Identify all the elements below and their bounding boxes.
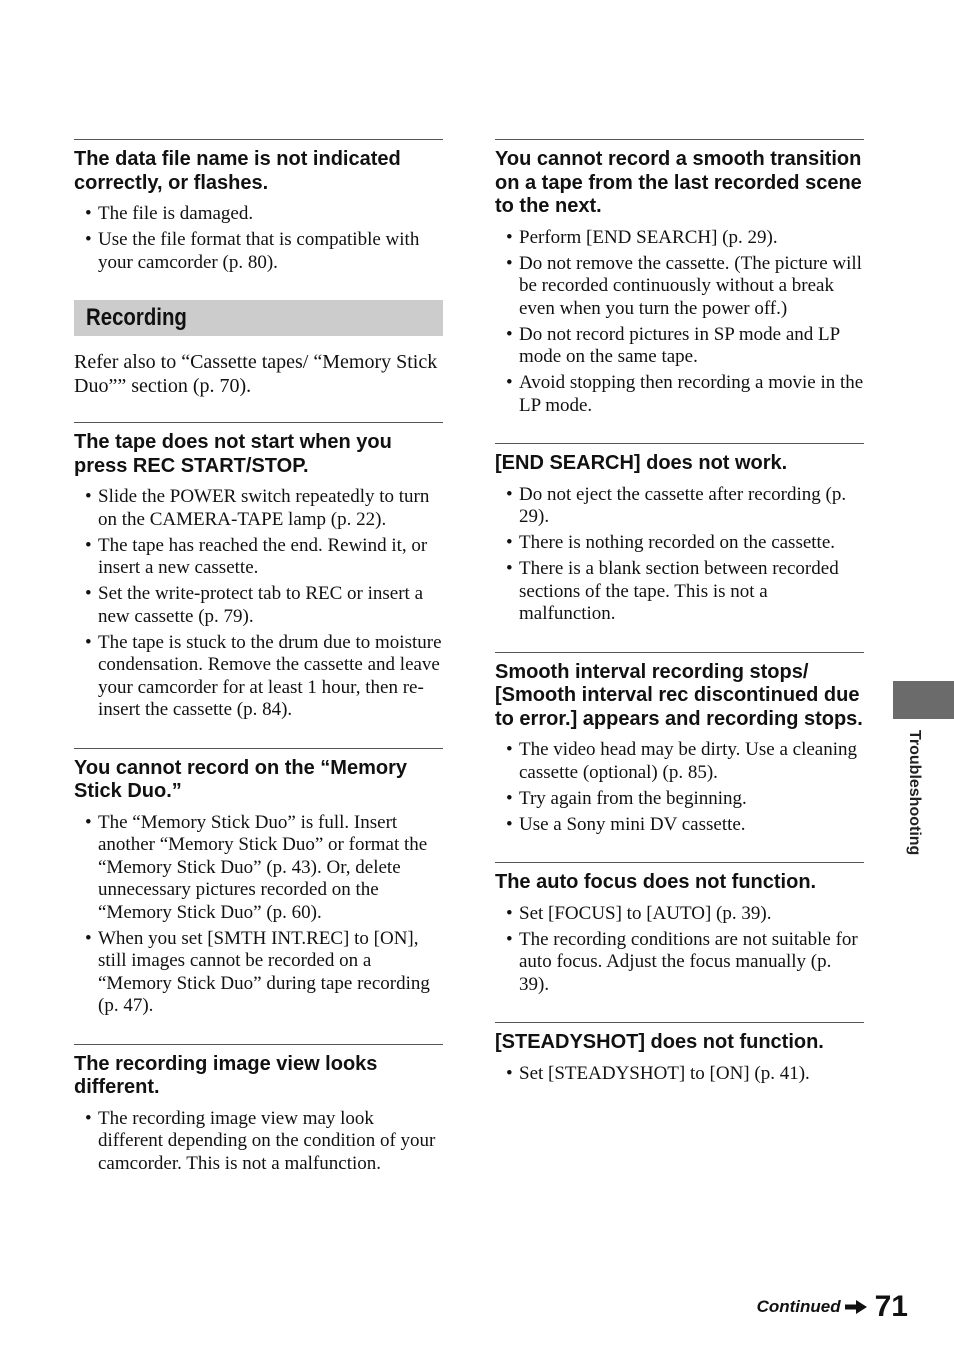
bullet-list — [74, 203, 443, 274]
section-band-recording — [74, 300, 443, 336]
topic-tape-start — [74, 422, 443, 722]
topic-heading: The tape does not start when you press REC START/STOP. — [74, 431, 392, 477]
bullet-list — [495, 1063, 864, 1086]
bullet-list — [495, 903, 864, 997]
bullet-item: • There is a blank section between recorded sections of the tape. This is not a malfunction. — [495, 558, 864, 626]
topic-smooth-interval — [495, 652, 864, 837]
topic-heading: [STEADYSHOT] does not function. — [495, 1031, 824, 1053]
topic-smooth-transition — [495, 139, 864, 417]
left-column — [74, 139, 443, 1201]
page-number: 71 — [874, 1290, 908, 1323]
section-intro: Refer also to “Cassette tapes/ “Memory Stick Duo”” section (p. 70). — [74, 351, 438, 397]
topic-heading: You cannot record a smooth transition on a tape from the last recorded scene to the next. — [495, 148, 862, 217]
side-tab-label: Troubleshooting — [906, 730, 923, 856]
bullet-item: • Try again from the beginning. — [495, 788, 864, 811]
bullet-list — [495, 484, 864, 626]
section-title: Recording — [86, 304, 187, 331]
topic-heading: The auto focus does not function. — [495, 871, 817, 893]
bullet-item: • Do not record pictures in SP mode and LP mode on the same tape. — [495, 324, 864, 369]
bullet-item: • The file is damaged. — [74, 203, 443, 226]
topic-end-search — [495, 443, 864, 626]
bullet-item: • The recording conditions are not suitable for auto focus. Adjust the focus manually (p. 39). — [495, 929, 864, 997]
bullet-list — [495, 739, 864, 836]
bullet-item: • Do not remove the cassette. (The picture will be recorded continuously without a break even when you turn the power off.) — [495, 253, 864, 321]
right-arrow-icon — [845, 1300, 867, 1314]
bullet-item: • The video head may be dirty. Use a cleaning cassette (optional) (p. 85). — [495, 739, 864, 784]
topic-auto-focus — [495, 862, 864, 996]
bullet-list — [74, 486, 443, 722]
bullet-item: • There is nothing recorded on the cassette. — [495, 532, 864, 555]
bullet-item: • The tape has reached the end. Rewind it, or insert a new cassette. — [74, 535, 443, 580]
side-tab-marker — [893, 681, 954, 719]
topic-file-name — [74, 139, 443, 274]
bullet-item: • Perform [END SEARCH] (p. 29). — [495, 227, 864, 250]
bullet-item: • When you set [SMTH INT.REC] to [ON], still images cannot be recorded on a “Memory Stick Duo” during tape recording (p. 47). — [74, 928, 443, 1018]
continued-label: Continued — [756, 1297, 841, 1316]
topic-image-view — [74, 1044, 443, 1176]
bullet-item: • Use a Sony mini DV cassette. — [495, 814, 864, 837]
topic-heading: The recording image view looks different. — [74, 1052, 378, 1098]
topic-heading: You cannot record on the “Memory Stick Duo.” — [74, 756, 407, 802]
bullet-list — [495, 227, 864, 418]
topic-heading: [END SEARCH] does not work. — [495, 452, 788, 474]
bullet-item: • Avoid stopping then recording a movie in the LP mode. — [495, 372, 864, 417]
topic-heading: The data file name is not indicated correctly, or flashes. — [74, 148, 401, 194]
bullet-item: • Do not eject the cassette after recording (p. 29). — [495, 484, 864, 529]
bullet-list — [74, 1108, 443, 1176]
bullet-item: • Set the write-protect tab to REC or insert a new cassette (p. 79). — [74, 583, 443, 628]
bullet-item: • Set [STEADYSHOT] to [ON] (p. 41). — [495, 1063, 864, 1086]
bullet-item: • Set [FOCUS] to [AUTO] (p. 39). — [495, 903, 864, 926]
right-column — [495, 139, 864, 1111]
topic-heading: Smooth interval recording stops/ [Smooth interval rec discontinued due to error.] appears and recording stops. — [495, 660, 863, 730]
bullet-item: • The recording image view may look different depending on the condition of your camcorder. This is not a malfunction. — [74, 1108, 443, 1176]
page-footer — [757, 1290, 908, 1324]
bullet-item: • The “Memory Stick Duo” is full. Insert another “Memory Stick Duo” or format the “Memory Stick Duo” (p. 43). Or, delete unnecessary pictures recorded on the “Memory Stick Duo” (p. 60). — [74, 812, 443, 925]
bullet-item: • The tape is stuck to the drum due to moisture condensation. Remove the cassette and leave your camcorder for at least 1 hour, then re-insert the cassette (p. 84). — [74, 632, 443, 722]
bullet-item: • Use the file format that is compatible with your camcorder (p. 80). — [74, 229, 443, 274]
bullet-item: • Slide the POWER switch repeatedly to turn on the CAMERA-TAPE lamp (p. 22). — [74, 486, 443, 531]
bullet-list — [74, 812, 443, 1018]
topic-memory-stick — [74, 748, 443, 1018]
topic-steadyshot — [495, 1022, 864, 1085]
